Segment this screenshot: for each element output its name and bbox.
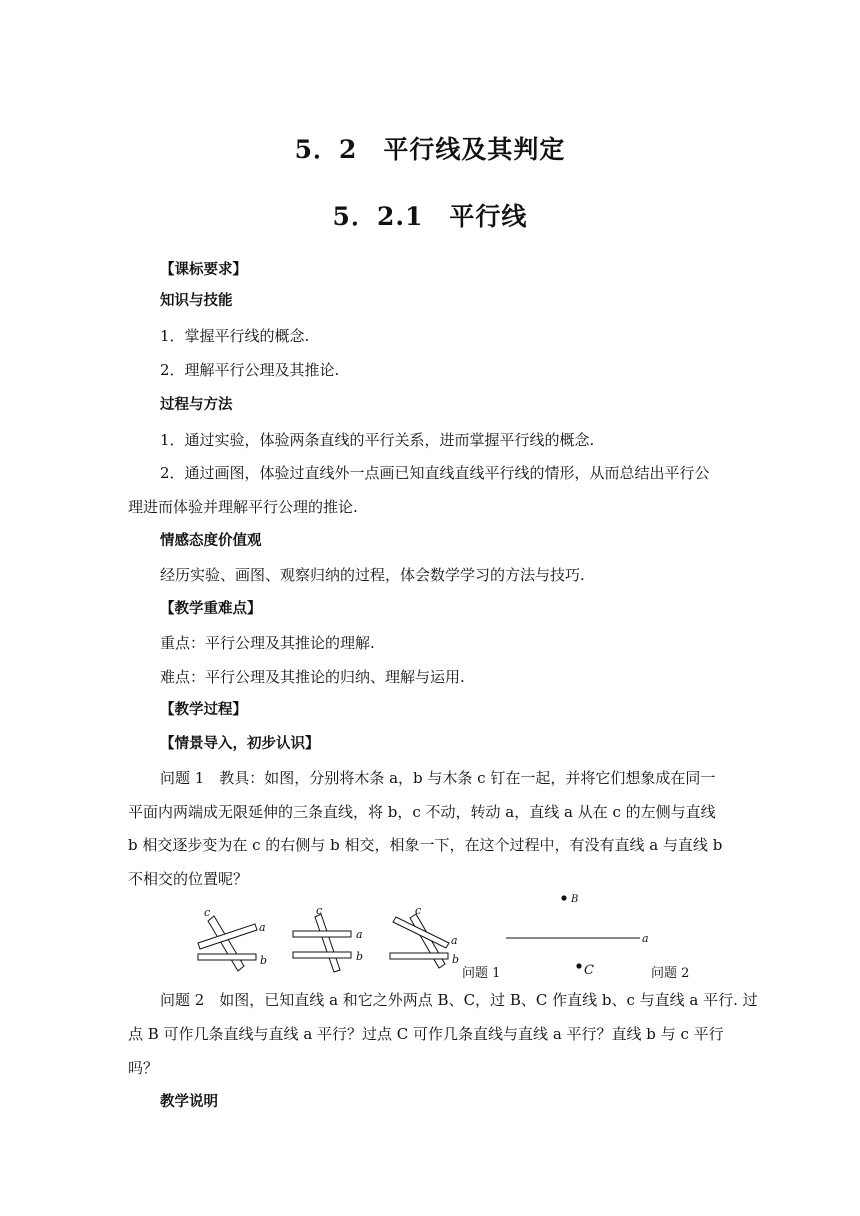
strip-b (390, 953, 448, 959)
section-title: 5．2 平行线及其判定 (294, 135, 566, 164)
question-1-line-3: b 相交逐步变为在 c 的右侧与 b 相交，相象一下，在这个过程中，有没有直线 a 与直线 b (128, 836, 723, 854)
label-c: c (415, 904, 422, 917)
guocheng-item-1: 1．通过实验，体验两条直线的平行关系，进而掌握平行线的概念. (160, 431, 595, 449)
heading-shuoming: 教学说明 (160, 1094, 218, 1110)
label-c: c (204, 906, 211, 919)
qinggan-item: 经历实验、画图、观察归纳的过程，体会数学学习的方法与技巧. (160, 566, 585, 584)
heading-kebiao: 【课标要求】 (160, 262, 247, 278)
label-a: a (259, 921, 266, 934)
zhishi-item-2: 2．理解平行公理及其推论. (160, 361, 340, 379)
strip-b (198, 954, 256, 960)
figure-question-1 (190, 900, 480, 980)
question-2-line-1: 问题 2 如图，已知直线 a 和它之外两点 B、C，过 B、C 作直线 b、c 与直线 a 平行. 过 (160, 991, 758, 1009)
heading-zhongnan: 【教学重难点】 (160, 601, 262, 617)
label-c: c (316, 904, 323, 917)
strip-diagram-2 (293, 904, 363, 972)
guocheng-item-2-line-2: 理进而体验并理解平行公理的推论. (128, 498, 358, 516)
strip-c (315, 914, 340, 972)
guocheng-item-2-line-1: 2．通过画图，体验过直线外一点画已知直线直线平行线的情形，从而总结出平行公 (160, 464, 710, 482)
subsection-title: 5．2.1 平行线 (332, 202, 528, 231)
label-a: a (356, 928, 363, 941)
label-b: b (452, 953, 460, 966)
heading-zhishi: 知识与技能 (160, 293, 233, 309)
point-C (576, 963, 581, 968)
question-2-line-3: 吗？ (128, 1059, 159, 1077)
strip-diagram-1 (198, 906, 267, 971)
strip-b (293, 952, 351, 958)
figure-caption-2: 问题 2 (651, 966, 690, 981)
heading-guocheng: 过程与方法 (160, 397, 233, 413)
question-1-line-1: 问题 1 教具：如图，分别将木条 a，b 与木条 c 钉在一起，并将它们想象成在同一 (160, 769, 716, 787)
heading-jiaoxue-guocheng: 【教学过程】 (160, 702, 247, 718)
question-1-line-4: 不相交的位置呢？ (128, 870, 249, 888)
label-b: b (260, 954, 268, 967)
zhishi-item-1: 1．掌握平行线的概念. (160, 327, 310, 345)
label-b: b (356, 950, 364, 963)
heading-qinggan: 情感态度价值观 (160, 533, 262, 549)
label-a: a (451, 934, 458, 947)
strip-diagram-3 (390, 904, 459, 968)
strip-a (293, 931, 351, 937)
figure-caption-1: 问题 1 (462, 966, 501, 981)
zhongdian-text: 重点：平行公理及其推论的理解. (160, 634, 375, 652)
point-B (561, 895, 566, 900)
heading-qingjing: 【情景导入，初步认识】 (160, 736, 320, 752)
question-1-line-2: 平面内两端成无限延伸的三条直线，将 b，c 不动，转动 a，直线 a 从在 c 的左侧与直线 (128, 803, 716, 821)
figure-question-2 (500, 888, 660, 978)
label-B: B (571, 894, 579, 905)
label-C: C (584, 963, 594, 978)
question-2-line-2: 点 B 可作几条直线与直线 a 平行？过点 C 可作几条直线与直线 a 平行？直线 b 与 c 平行 (128, 1025, 724, 1043)
nandian-text: 难点：平行公理及其推论的归纳、理解与运用. (160, 668, 465, 686)
label-a: a (642, 932, 649, 945)
